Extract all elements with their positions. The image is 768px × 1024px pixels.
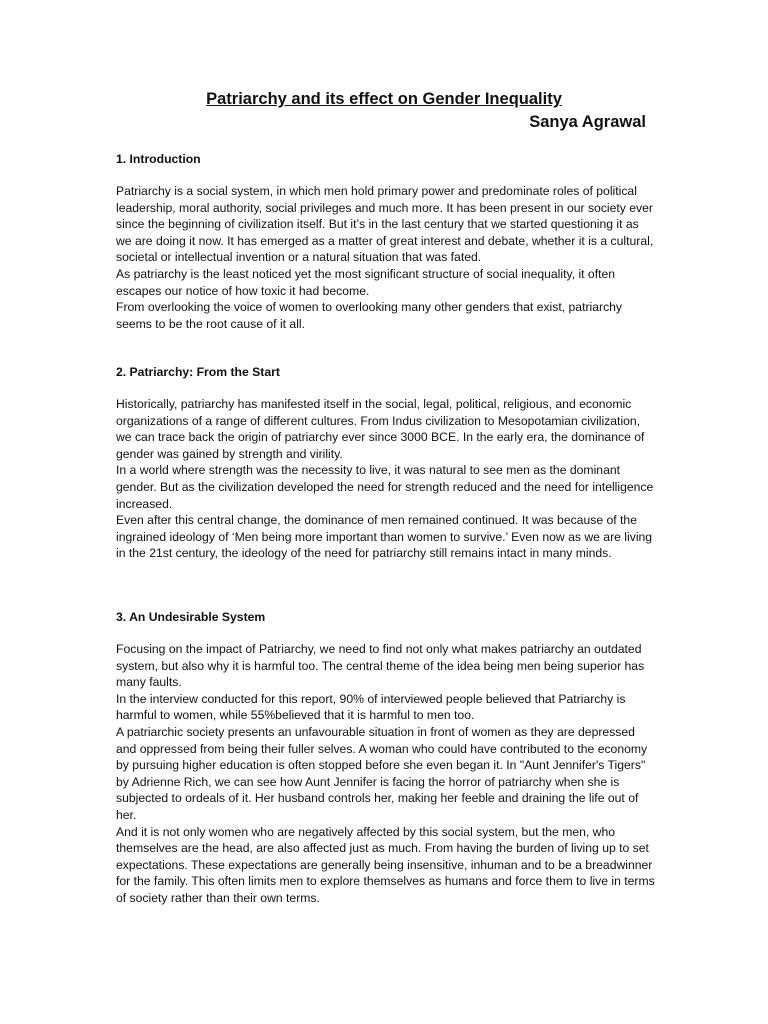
paragraph: Historically, patriarchy has manifested itself in the social, legal, political, religious, and economic organizations of a range of different cultures. From Indus civilization to Mesopotamian civilization, we can trace back the origin of patriarchy ever since 3000 BCE. In the early era, the dominance of gender was gained by strength and virility. [116, 397, 645, 461]
section-heading-from-the-start: 2. Patriarchy: From the Start [116, 365, 280, 379]
paragraph: From overlooking the voice of women to overlooking many other genders that exist, patriarchy seems to be the root cause of it all. [116, 300, 623, 331]
paragraph: In a world where strength was the necessity to live, it was natural to see men as the dominant gender. But as the civilization developed the need for strength reduced and the need for intelligence increased. [116, 463, 654, 511]
paragraph: A patriarchic society presents an unfavourable situation in front of women as they are depressed and oppressed from being their fuller selves. A woman who could have contributed to the economy by pursuing higher education is often stopped before she even began it. In "Aunt Jennifer's Tigers" by Adrienne Rich, we can see how Aunt Jennifer is facing the horror of patriarchy when she is subjected to ordeals of it. Her husband controls her, making her feeble and draining the life out of her. [116, 724, 648, 822]
paragraph: Even after this central change, the dominance of men remained continued. It was because of the ingrained ideology of ‘Men being more important than women to survive.’ Even now as we are living in the 21st century, the ideology of the need for patriarchy still remains intact in many minds. [116, 513, 653, 561]
section-heading-undesirable-system: 3. An Undesirable System [116, 610, 266, 624]
document-title: Patriarchy and its effect on Gender Inequality [206, 90, 562, 108]
paragraph: As patriarchy is the least noticed yet the most significant structure of social inequality, it often escapes our notice of how toxic it had become. [116, 266, 616, 298]
section-heading-introduction: 1. Introduction [116, 152, 201, 166]
paragraph: Patriarchy is a social system, in which men hold primary power and predominate roles of political leadership, moral authority, social privileges and much more. It has been present in our society ever since the beginning of civilization itself. But it’s in the last century that we started questioning it as we are doing it now. It has emerged as a matter of great interest and debate, whether it is a cultural, societal or intellectual invention or a natural situation that was fated. [116, 184, 654, 265]
paragraph: Focusing on the impact of Patriarchy, we need to find not only what makes patriarchy an outdated system, but also why it is harmful too. The central theme of the idea being men being superior has many faults. [116, 642, 645, 690]
document-author: Sanya Agrawal [529, 113, 646, 131]
section-body-from-the-start [116, 396, 656, 562]
section-body-introduction [116, 183, 656, 332]
paragraph: In the interview conducted for this report, 90% of interviewed people believed that Patriarchy is harmful to women, while 55%believed that it is harmful to men too. [116, 691, 626, 723]
section-body-undesirable-system [116, 641, 656, 907]
paragraph: And it is not only women who are negatively affected by this social system, but the men, who themselves are the head, are also affected just as much. From having the burden of living up to set expectations. These expectations are generally being insensitive, inhuman and to be a breadwinner for the family. This often limits men to explore themselves as humans and force them to live in terms of society rather than their own terms. [116, 824, 655, 905]
